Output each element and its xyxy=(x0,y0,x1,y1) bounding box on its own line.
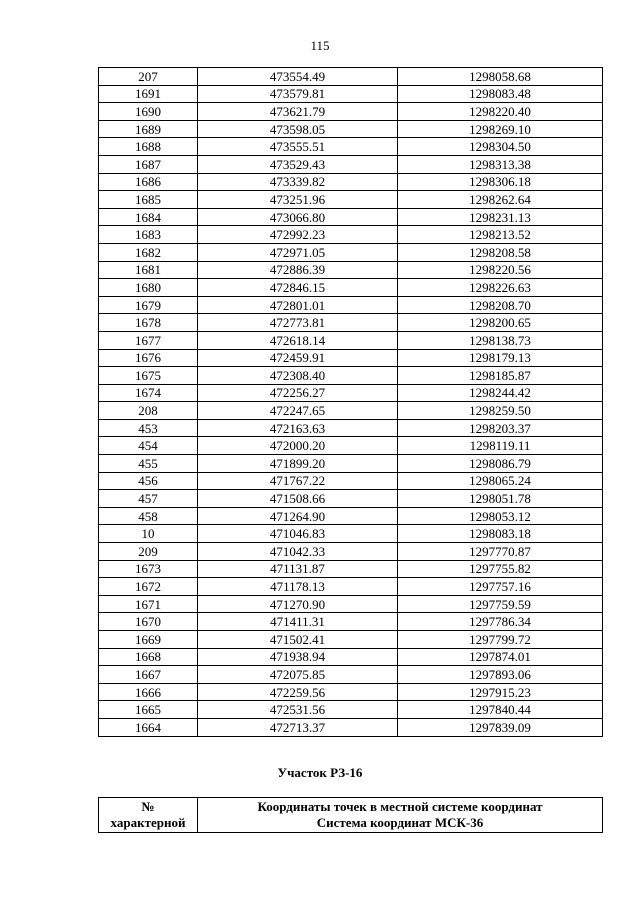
table-row xyxy=(99,384,603,402)
y-coordinate-cell: 1298208.70 xyxy=(398,296,603,314)
y-coordinate-cell: 1297755.82 xyxy=(398,560,603,578)
y-coordinate-cell: 1297770.87 xyxy=(398,543,603,561)
table-row xyxy=(99,525,603,543)
table-row xyxy=(99,155,603,173)
x-coordinate-cell: 472801.01 xyxy=(198,296,398,314)
y-coordinate-cell: 1298220.56 xyxy=(398,261,603,279)
y-coordinate-cell: 1298083.48 xyxy=(398,85,603,103)
x-coordinate-cell: 471411.31 xyxy=(198,613,398,631)
y-coordinate-cell: 1298244.42 xyxy=(398,384,603,402)
y-coordinate-cell: 1297759.59 xyxy=(398,595,603,613)
y-coordinate-cell: 1298058.68 xyxy=(398,68,603,86)
coordinates-table-body xyxy=(99,68,603,737)
header-coordinates-line1: Координаты точек в местной системе координат xyxy=(257,799,543,814)
y-coordinate-cell: 1298083.18 xyxy=(398,525,603,543)
x-coordinate-cell: 472971.05 xyxy=(198,243,398,261)
x-coordinate-cell: 473251.96 xyxy=(198,191,398,209)
x-coordinate-cell: 471046.83 xyxy=(198,525,398,543)
x-coordinate-cell: 471938.94 xyxy=(198,648,398,666)
y-coordinate-cell: 1298226.63 xyxy=(398,279,603,297)
point-number-cell: 456 xyxy=(99,472,198,490)
table-row xyxy=(99,314,603,332)
table-row xyxy=(99,402,603,420)
y-coordinate-cell: 1298203.37 xyxy=(398,419,603,437)
x-coordinate-cell: 472308.40 xyxy=(198,367,398,385)
table-row xyxy=(99,296,603,314)
table-row xyxy=(99,349,603,367)
x-coordinate-cell: 471502.41 xyxy=(198,631,398,649)
y-coordinate-cell: 1298138.73 xyxy=(398,331,603,349)
point-number-cell: 1686 xyxy=(99,173,198,191)
x-coordinate-cell: 472259.56 xyxy=(198,683,398,701)
point-number-cell: 10 xyxy=(99,525,198,543)
header-point-number xyxy=(99,798,198,833)
point-number-cell: 1667 xyxy=(99,666,198,684)
point-number-cell: 1685 xyxy=(99,191,198,209)
point-number-cell: 207 xyxy=(99,68,198,86)
point-number-cell: 1682 xyxy=(99,243,198,261)
table-row xyxy=(99,683,603,701)
table-row xyxy=(99,490,603,508)
point-number-cell: 1677 xyxy=(99,331,198,349)
point-number-cell: 1690 xyxy=(99,103,198,121)
point-number-cell: 1670 xyxy=(99,613,198,631)
table-row xyxy=(99,507,603,525)
x-coordinate-cell: 471270.90 xyxy=(198,595,398,613)
x-coordinate-cell: 472459.91 xyxy=(198,349,398,367)
table-row xyxy=(99,718,603,736)
point-number-cell: 1675 xyxy=(99,367,198,385)
point-number-cell: 1681 xyxy=(99,261,198,279)
table-row xyxy=(99,472,603,490)
point-number-cell: 209 xyxy=(99,543,198,561)
x-coordinate-cell: 472846.15 xyxy=(198,279,398,297)
x-coordinate-cell: 471178.13 xyxy=(198,578,398,596)
point-number-cell: 1665 xyxy=(99,701,198,719)
y-coordinate-cell: 1297839.09 xyxy=(398,718,603,736)
x-coordinate-cell: 473579.81 xyxy=(198,85,398,103)
y-coordinate-cell: 1297757.16 xyxy=(398,578,603,596)
point-number-cell: 1678 xyxy=(99,314,198,332)
table-row xyxy=(99,173,603,191)
table-row xyxy=(99,367,603,385)
point-number-cell: 1683 xyxy=(99,226,198,244)
table-row xyxy=(99,666,603,684)
table-row xyxy=(99,701,603,719)
x-coordinate-cell: 472992.23 xyxy=(198,226,398,244)
y-coordinate-cell: 1298220.40 xyxy=(398,103,603,121)
x-coordinate-cell: 472618.14 xyxy=(198,331,398,349)
table-row xyxy=(99,191,603,209)
point-number-cell: 1691 xyxy=(99,85,198,103)
y-coordinate-cell: 1298259.50 xyxy=(398,402,603,420)
y-coordinate-cell: 1298213.52 xyxy=(398,226,603,244)
x-coordinate-cell: 472256.27 xyxy=(198,384,398,402)
page-number: 115 xyxy=(310,38,330,53)
table-row xyxy=(99,613,603,631)
table-row xyxy=(99,68,603,86)
table-row xyxy=(99,243,603,261)
y-coordinate-cell: 1297786.34 xyxy=(398,613,603,631)
point-number-cell: 1673 xyxy=(99,560,198,578)
y-coordinate-cell: 1298179.13 xyxy=(398,349,603,367)
next-table-header xyxy=(98,797,603,833)
y-coordinate-cell: 1297840.44 xyxy=(398,701,603,719)
coordinates-table xyxy=(98,67,603,737)
point-number-cell: 455 xyxy=(99,455,198,473)
point-number-cell: 1674 xyxy=(99,384,198,402)
y-coordinate-cell: 1298306.18 xyxy=(398,173,603,191)
header-point-number-line1: № xyxy=(141,799,155,814)
x-coordinate-cell: 473621.79 xyxy=(198,103,398,121)
table-row xyxy=(99,331,603,349)
table-row xyxy=(99,279,603,297)
header-row xyxy=(99,798,603,833)
table-row xyxy=(99,578,603,596)
x-coordinate-cell: 472000.20 xyxy=(198,437,398,455)
x-coordinate-cell: 471264.90 xyxy=(198,507,398,525)
x-coordinate-cell: 473339.82 xyxy=(198,173,398,191)
table-row xyxy=(99,261,603,279)
y-coordinate-cell: 1298200.65 xyxy=(398,314,603,332)
table-row xyxy=(99,103,603,121)
point-number-cell: 1680 xyxy=(99,279,198,297)
y-coordinate-cell: 1298304.50 xyxy=(398,138,603,156)
point-number-cell: 1664 xyxy=(99,718,198,736)
table-row xyxy=(99,595,603,613)
y-coordinate-cell: 1298208.58 xyxy=(398,243,603,261)
table-row xyxy=(99,85,603,103)
y-coordinate-cell: 1298065.24 xyxy=(398,472,603,490)
table-row xyxy=(99,226,603,244)
table-row xyxy=(99,631,603,649)
x-coordinate-cell: 472075.85 xyxy=(198,666,398,684)
point-number-cell: 1679 xyxy=(99,296,198,314)
point-number-cell: 1689 xyxy=(99,120,198,138)
point-number-cell: 1668 xyxy=(99,648,198,666)
point-number-cell: 1666 xyxy=(99,683,198,701)
table-row xyxy=(99,120,603,138)
point-number-cell: 458 xyxy=(99,507,198,525)
header-coordinates xyxy=(198,798,603,833)
y-coordinate-cell: 1298119.11 xyxy=(398,437,603,455)
y-coordinate-cell: 1298051.78 xyxy=(398,490,603,508)
x-coordinate-cell: 472773.81 xyxy=(198,314,398,332)
x-coordinate-cell: 473598.05 xyxy=(198,120,398,138)
section-title: Участок РЗ-16 xyxy=(277,765,363,780)
y-coordinate-cell: 1297874.01 xyxy=(398,648,603,666)
table-row xyxy=(99,208,603,226)
point-number-cell: 1671 xyxy=(99,595,198,613)
x-coordinate-cell: 471899.20 xyxy=(198,455,398,473)
header-point-number-line2: характерной xyxy=(110,815,186,830)
point-number-cell: 457 xyxy=(99,490,198,508)
y-coordinate-cell: 1298086.79 xyxy=(398,455,603,473)
point-number-cell: 454 xyxy=(99,437,198,455)
table-row xyxy=(99,437,603,455)
y-coordinate-cell: 1298269.10 xyxy=(398,120,603,138)
point-number-cell: 1676 xyxy=(99,349,198,367)
y-coordinate-cell: 1298053.12 xyxy=(398,507,603,525)
x-coordinate-cell: 472886.39 xyxy=(198,261,398,279)
y-coordinate-cell: 1298231.13 xyxy=(398,208,603,226)
y-coordinate-cell: 1297915.23 xyxy=(398,683,603,701)
point-number-cell: 208 xyxy=(99,402,198,420)
table-row xyxy=(99,138,603,156)
x-coordinate-cell: 471508.66 xyxy=(198,490,398,508)
x-coordinate-cell: 473066.80 xyxy=(198,208,398,226)
point-number-cell: 1688 xyxy=(99,138,198,156)
y-coordinate-cell: 1297799.72 xyxy=(398,631,603,649)
x-coordinate-cell: 471131.87 xyxy=(198,560,398,578)
point-number-cell: 1687 xyxy=(99,155,198,173)
header-coordinates-line2: Система координат МСК-36 xyxy=(316,815,484,830)
table-row xyxy=(99,543,603,561)
x-coordinate-cell: 473554.49 xyxy=(198,68,398,86)
y-coordinate-cell: 1298185.87 xyxy=(398,367,603,385)
x-coordinate-cell: 472531.56 xyxy=(198,701,398,719)
x-coordinate-cell: 471042.33 xyxy=(198,543,398,561)
y-coordinate-cell: 1297893.06 xyxy=(398,666,603,684)
point-number-cell: 1684 xyxy=(99,208,198,226)
x-coordinate-cell: 472163.63 xyxy=(198,419,398,437)
point-number-cell: 1672 xyxy=(99,578,198,596)
table-row xyxy=(99,455,603,473)
x-coordinate-cell: 472713.37 xyxy=(198,718,398,736)
table-row xyxy=(99,648,603,666)
x-coordinate-cell: 472247.65 xyxy=(198,402,398,420)
point-number-cell: 1669 xyxy=(99,631,198,649)
y-coordinate-cell: 1298313.38 xyxy=(398,155,603,173)
y-coordinate-cell: 1298262.64 xyxy=(398,191,603,209)
x-coordinate-cell: 473555.51 xyxy=(198,138,398,156)
x-coordinate-cell: 473529.43 xyxy=(198,155,398,173)
table-row xyxy=(99,560,603,578)
table-row xyxy=(99,419,603,437)
point-number-cell: 453 xyxy=(99,419,198,437)
x-coordinate-cell: 471767.22 xyxy=(198,472,398,490)
